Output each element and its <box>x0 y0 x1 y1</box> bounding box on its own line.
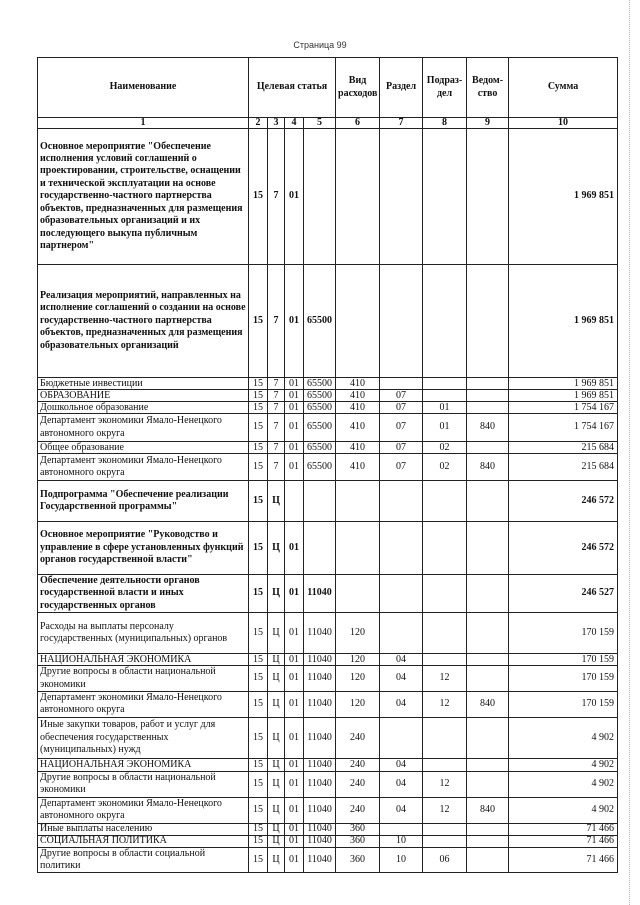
cs-subprogram: Ц <box>268 771 285 797</box>
summa: 246 527 <box>509 575 618 613</box>
header-row <box>38 58 618 118</box>
cs-measure: 01 <box>285 771 304 797</box>
cs-subprogram: 7 <box>268 414 285 442</box>
table-row <box>38 847 618 873</box>
podrazdel: 01 <box>423 402 467 414</box>
header-razdel: Раздел <box>380 58 423 118</box>
cs-program: 15 <box>249 265 268 378</box>
vid-rashodov: 360 <box>336 823 380 835</box>
table-row <box>38 835 618 847</box>
cs-direction: 11040 <box>304 613 336 654</box>
summa: 170 159 <box>509 666 618 692</box>
vedomstvo <box>467 442 509 454</box>
razdel <box>380 823 423 835</box>
podrazdel: 12 <box>423 797 467 823</box>
cs-measure: 01 <box>285 847 304 873</box>
summa: 1 754 167 <box>509 414 618 442</box>
cs-program: 15 <box>249 402 268 414</box>
index-cell: 7 <box>380 118 423 129</box>
summa: 1 969 851 <box>509 265 618 378</box>
header-vedomstvo: Ведом- ство <box>467 58 509 118</box>
razdel <box>380 613 423 654</box>
razdel: 04 <box>380 654 423 666</box>
podrazdel <box>423 758 467 771</box>
cs-measure: 01 <box>285 402 304 414</box>
index-cell: 4 <box>285 118 304 129</box>
summa: 4 902 <box>509 797 618 823</box>
cs-subprogram: 7 <box>268 129 285 265</box>
cs-subprogram: Ц <box>268 654 285 666</box>
cs-direction: 11040 <box>304 797 336 823</box>
vedomstvo <box>467 666 509 692</box>
vedomstvo: 840 <box>467 454 509 481</box>
cs-measure: 01 <box>285 265 304 378</box>
row-name: Департамент экономики Ямало-Ненецкого автономного округа <box>38 692 249 718</box>
row-name: Департамент экономики Ямало-Ненецкого автономного округа <box>38 414 249 442</box>
razdel: 04 <box>380 692 423 718</box>
podrazdel: 12 <box>423 771 467 797</box>
header-target: Целевая статья <box>249 58 336 118</box>
razdel: 04 <box>380 771 423 797</box>
row-name: Основное мероприятие "Обеспечение исполнения условий соглашений о проектировании, строительстве, оснащении и технической эксплуатации на основе государственно-частного партнерства объектов, предназначенных для размещения образовательных организаций и их последующего выкупа публичным партнером" <box>38 129 249 265</box>
row-name: Другие вопросы в области национальной экономики <box>38 666 249 692</box>
podrazdel: 02 <box>423 454 467 481</box>
razdel: 07 <box>380 454 423 481</box>
index-cell: 5 <box>304 118 336 129</box>
vid-rashodov: 240 <box>336 771 380 797</box>
cs-subprogram: Ц <box>268 481 285 522</box>
razdel <box>380 481 423 522</box>
cs-measure: 01 <box>285 575 304 613</box>
cs-direction: 65500 <box>304 442 336 454</box>
cs-direction: 65500 <box>304 390 336 402</box>
row-name: Иные выплаты населению <box>38 823 249 835</box>
summa: 1 754 167 <box>509 402 618 414</box>
razdel <box>380 717 423 758</box>
cs-subprogram: Ц <box>268 823 285 835</box>
cs-subprogram: 7 <box>268 378 285 390</box>
vid-rashodov <box>336 522 380 575</box>
cs-measure: 01 <box>285 692 304 718</box>
summa: 1 969 851 <box>509 129 618 265</box>
cs-measure: 01 <box>285 454 304 481</box>
index-cell: 1 <box>38 118 249 129</box>
cs-direction: 11040 <box>304 654 336 666</box>
cs-measure: 01 <box>285 522 304 575</box>
cs-direction: 11040 <box>304 758 336 771</box>
row-name: Реализация мероприятий, направленных на исполнение соглашений о создании на основе государственно-частного партнерства объектов, предназначенных для размещения образовательных организаций <box>38 265 249 378</box>
cs-program: 15 <box>249 835 268 847</box>
vid-rashodov: 410 <box>336 414 380 442</box>
razdel <box>380 129 423 265</box>
cs-program: 15 <box>249 666 268 692</box>
cs-direction: 11040 <box>304 771 336 797</box>
podrazdel <box>423 522 467 575</box>
cs-program: 15 <box>249 771 268 797</box>
vid-rashodov <box>336 265 380 378</box>
row-name: ОБРАЗОВАНИЕ <box>38 390 249 402</box>
cs-subprogram: Ц <box>268 835 285 847</box>
vid-rashodov: 360 <box>336 835 380 847</box>
vedomstvo: 840 <box>467 414 509 442</box>
summa: 71 466 <box>509 835 618 847</box>
index-cell: 9 <box>467 118 509 129</box>
scan-edge-marks <box>629 0 631 905</box>
summa: 215 684 <box>509 442 618 454</box>
cs-measure: 01 <box>285 442 304 454</box>
cs-direction: 65500 <box>304 378 336 390</box>
row-name: НАЦИОНАЛЬНАЯ ЭКОНОМИКА <box>38 654 249 666</box>
cs-program: 15 <box>249 454 268 481</box>
vid-rashodov: 120 <box>336 692 380 718</box>
index-row <box>38 118 618 129</box>
podrazdel: 01 <box>423 414 467 442</box>
table-row <box>38 390 618 402</box>
podrazdel <box>423 390 467 402</box>
vid-rashodov: 120 <box>336 666 380 692</box>
row-name: Обеспечение деятельности органов государственной власти и иных государственных органов <box>38 575 249 613</box>
summa: 246 572 <box>509 522 618 575</box>
summa: 170 159 <box>509 692 618 718</box>
cs-measure: 01 <box>285 414 304 442</box>
cs-subprogram: 7 <box>268 390 285 402</box>
vid-rashodov <box>336 129 380 265</box>
cs-measure: 01 <box>285 758 304 771</box>
cs-direction: 11040 <box>304 823 336 835</box>
cs-program: 15 <box>249 823 268 835</box>
razdel: 04 <box>380 797 423 823</box>
header-podrazdel: Подраз- дел <box>423 58 467 118</box>
row-name: Бюджетные инвестиции <box>38 378 249 390</box>
table-row <box>38 522 618 575</box>
summa: 215 684 <box>509 454 618 481</box>
vedomstvo <box>467 129 509 265</box>
summa: 170 159 <box>509 654 618 666</box>
index-cell: 8 <box>423 118 467 129</box>
cs-program: 15 <box>249 390 268 402</box>
vedomstvo <box>467 265 509 378</box>
header-vid: Вид расходов <box>336 58 380 118</box>
podrazdel <box>423 481 467 522</box>
cs-program: 15 <box>249 414 268 442</box>
razdel: 10 <box>380 847 423 873</box>
podrazdel: 02 <box>423 442 467 454</box>
cs-measure: 01 <box>285 835 304 847</box>
cs-direction: 65500 <box>304 265 336 378</box>
vedomstvo <box>467 402 509 414</box>
index-cell: 10 <box>509 118 618 129</box>
cs-program: 15 <box>249 575 268 613</box>
table-row <box>38 265 618 378</box>
vid-rashodov <box>336 575 380 613</box>
cs-program: 15 <box>249 717 268 758</box>
row-name: Иные закупки товаров, работ и услуг для обеспечения государственных (муниципальных) нужд <box>38 717 249 758</box>
table-row <box>38 797 618 823</box>
razdel <box>380 265 423 378</box>
index-cell: 3 <box>268 118 285 129</box>
razdel <box>380 575 423 613</box>
vid-rashodov: 410 <box>336 442 380 454</box>
cs-subprogram: Ц <box>268 797 285 823</box>
razdel: 04 <box>380 666 423 692</box>
vedomstvo <box>467 823 509 835</box>
vid-rashodov: 240 <box>336 717 380 758</box>
header-summa: Сумма <box>509 58 618 118</box>
cs-measure: 01 <box>285 797 304 823</box>
cs-measure: 01 <box>285 823 304 835</box>
razdel: 07 <box>380 402 423 414</box>
cs-subprogram: 7 <box>268 402 285 414</box>
summa: 4 902 <box>509 758 618 771</box>
cs-measure: 01 <box>285 378 304 390</box>
vedomstvo <box>467 575 509 613</box>
cs-program: 15 <box>249 692 268 718</box>
summa: 1 969 851 <box>509 378 618 390</box>
podrazdel <box>423 575 467 613</box>
vid-rashodov: 240 <box>336 758 380 771</box>
row-name: НАЦИОНАЛЬНАЯ ЭКОНОМИКА <box>38 758 249 771</box>
row-name: Расходы на выплаты персоналу государственных (муниципальных) органов <box>38 613 249 654</box>
cs-program: 15 <box>249 378 268 390</box>
podrazdel <box>423 613 467 654</box>
row-name: Департамент экономики Ямало-Ненецкого автономного округа <box>38 797 249 823</box>
cs-subprogram: Ц <box>268 575 285 613</box>
podrazdel: 12 <box>423 666 467 692</box>
cs-direction: 65500 <box>304 402 336 414</box>
page-label: Страница 99 <box>293 40 347 50</box>
vid-rashodov: 120 <box>336 654 380 666</box>
vid-rashodov: 410 <box>336 390 380 402</box>
cs-subprogram: 7 <box>268 454 285 481</box>
podrazdel <box>423 823 467 835</box>
index-cell: 2 <box>249 118 268 129</box>
cs-direction <box>304 481 336 522</box>
cs-measure: 01 <box>285 613 304 654</box>
cs-measure: 01 <box>285 654 304 666</box>
row-name: Дошкольное образование <box>38 402 249 414</box>
vedomstvo <box>467 522 509 575</box>
summa: 71 466 <box>509 847 618 873</box>
vedomstvo <box>467 390 509 402</box>
table-row <box>38 758 618 771</box>
vedomstvo <box>467 717 509 758</box>
podrazdel <box>423 835 467 847</box>
row-name: Общее образование <box>38 442 249 454</box>
vedomstvo <box>467 847 509 873</box>
cs-direction <box>304 129 336 265</box>
cs-subprogram: Ц <box>268 522 285 575</box>
table-row <box>38 481 618 522</box>
cs-subprogram: Ц <box>268 613 285 654</box>
cs-direction <box>304 522 336 575</box>
table-row <box>38 823 618 835</box>
cs-direction: 11040 <box>304 835 336 847</box>
summa: 71 466 <box>509 823 618 835</box>
vedomstvo <box>467 481 509 522</box>
cs-program: 15 <box>249 797 268 823</box>
table-row <box>38 666 618 692</box>
cs-subprogram: Ц <box>268 666 285 692</box>
cs-measure <box>285 481 304 522</box>
vedomstvo: 840 <box>467 797 509 823</box>
index-cell: 6 <box>336 118 380 129</box>
razdel: 07 <box>380 442 423 454</box>
summa: 4 902 <box>509 717 618 758</box>
cs-program: 15 <box>249 613 268 654</box>
podrazdel <box>423 378 467 390</box>
razdel: 10 <box>380 835 423 847</box>
podrazdel <box>423 654 467 666</box>
cs-program: 15 <box>249 847 268 873</box>
budget-table <box>37 57 618 873</box>
header-name: Наименование <box>38 58 249 118</box>
cs-subprogram: Ц <box>268 758 285 771</box>
cs-direction: 11040 <box>304 692 336 718</box>
vid-rashodov: 120 <box>336 613 380 654</box>
vedomstvo <box>467 771 509 797</box>
table-row <box>38 414 618 442</box>
podrazdel: 06 <box>423 847 467 873</box>
table-row <box>38 402 618 414</box>
vid-rashodov: 410 <box>336 402 380 414</box>
razdel <box>380 378 423 390</box>
table-row <box>38 575 618 613</box>
podrazdel: 12 <box>423 692 467 718</box>
vid-rashodov <box>336 481 380 522</box>
podrazdel <box>423 265 467 378</box>
razdel: 07 <box>380 414 423 442</box>
vedomstvo <box>467 654 509 666</box>
summa: 1 969 851 <box>509 390 618 402</box>
cs-measure: 01 <box>285 390 304 402</box>
cs-subprogram: Ц <box>268 692 285 718</box>
row-name: Департамент экономики Ямало-Ненецкого автономного округа <box>38 454 249 481</box>
vid-rashodov: 410 <box>336 454 380 481</box>
cs-program: 15 <box>249 522 268 575</box>
vedomstvo <box>467 835 509 847</box>
cs-program: 15 <box>249 481 268 522</box>
row-name: СОЦИАЛЬНАЯ ПОЛИТИКА <box>38 835 249 847</box>
razdel: 07 <box>380 390 423 402</box>
cs-measure: 01 <box>285 717 304 758</box>
vid-rashodov: 240 <box>336 797 380 823</box>
table-row <box>38 654 618 666</box>
cs-program: 15 <box>249 654 268 666</box>
cs-direction: 65500 <box>304 414 336 442</box>
cs-program: 15 <box>249 442 268 454</box>
cs-subprogram: Ц <box>268 717 285 758</box>
vedomstvo <box>467 613 509 654</box>
table-row <box>38 129 618 265</box>
cs-measure: 01 <box>285 129 304 265</box>
vid-rashodov: 410 <box>336 378 380 390</box>
table-row <box>38 454 618 481</box>
razdel: 04 <box>380 758 423 771</box>
table-row <box>38 613 618 654</box>
table-row <box>38 378 618 390</box>
row-name: Основное мероприятие "Руководство и управление в сфере установленных функций органов государственной власти" <box>38 522 249 575</box>
podrazdel <box>423 717 467 758</box>
vedomstvo: 840 <box>467 692 509 718</box>
summa: 170 159 <box>509 613 618 654</box>
table-row <box>38 717 618 758</box>
cs-subprogram: 7 <box>268 442 285 454</box>
cs-subprogram: Ц <box>268 847 285 873</box>
cs-program: 15 <box>249 129 268 265</box>
cs-program: 15 <box>249 758 268 771</box>
razdel <box>380 522 423 575</box>
vedomstvo <box>467 378 509 390</box>
table-row <box>38 692 618 718</box>
table-row <box>38 771 618 797</box>
summa: 4 902 <box>509 771 618 797</box>
vid-rashodov: 360 <box>336 847 380 873</box>
row-name: Другие вопросы в области национальной экономики <box>38 771 249 797</box>
cs-subprogram: 7 <box>268 265 285 378</box>
cs-direction: 65500 <box>304 454 336 481</box>
row-name: Другие вопросы в области социальной политики <box>38 847 249 873</box>
cs-direction: 11040 <box>304 575 336 613</box>
table-row <box>38 442 618 454</box>
podrazdel <box>423 129 467 265</box>
vedomstvo <box>467 758 509 771</box>
cs-direction: 11040 <box>304 717 336 758</box>
cs-direction: 11040 <box>304 847 336 873</box>
cs-measure: 01 <box>285 666 304 692</box>
cs-direction: 11040 <box>304 666 336 692</box>
row-name: Подпрограмма "Обеспечение реализации Государственной программы" <box>38 481 249 522</box>
summa: 246 572 <box>509 481 618 522</box>
